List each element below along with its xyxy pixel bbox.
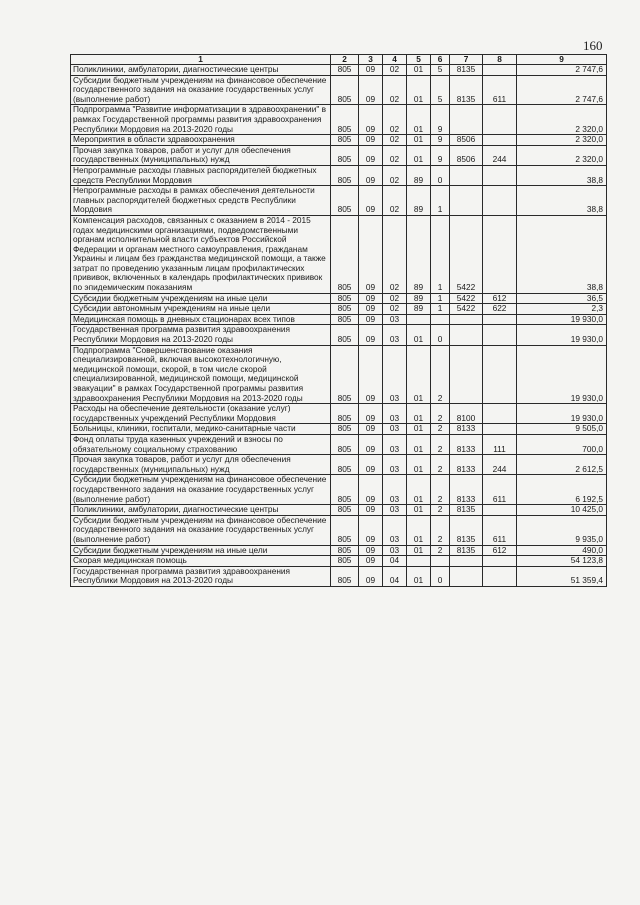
table-row bbox=[71, 165, 607, 185]
ministry-code-cell: 805 bbox=[331, 314, 359, 325]
amount-cell: 36,5 bbox=[517, 293, 607, 304]
expense-type-cell: 611 bbox=[483, 515, 517, 545]
subprogram-code-cell: 2 bbox=[431, 404, 450, 424]
item-name-cell: Поликлиники, амбулатории, диагностические центры bbox=[71, 65, 331, 76]
section-cell: 09 bbox=[359, 145, 383, 165]
section-cell: 09 bbox=[359, 455, 383, 475]
amount-cell: 2 320,0 bbox=[517, 105, 607, 135]
program-code-cell: 01 bbox=[407, 75, 431, 105]
direction-code-cell: 5422 bbox=[450, 304, 483, 315]
expense-type-cell bbox=[483, 345, 517, 404]
program-code-cell: 89 bbox=[407, 293, 431, 304]
subprogram-code-cell: 1 bbox=[431, 215, 450, 293]
subsection-cell: 03 bbox=[383, 455, 407, 475]
section-cell: 09 bbox=[359, 515, 383, 545]
table-header bbox=[71, 55, 607, 65]
table-row bbox=[71, 404, 607, 424]
subprogram-code-cell: 1 bbox=[431, 293, 450, 304]
program-code-cell: 01 bbox=[407, 455, 431, 475]
ministry-code-cell: 805 bbox=[331, 145, 359, 165]
item-name-cell: Субсидии бюджетным учреждениям на иные цели bbox=[71, 545, 331, 556]
header-cell: 7 bbox=[450, 55, 483, 65]
program-code-cell bbox=[407, 556, 431, 567]
subprogram-code-cell: 2 bbox=[431, 515, 450, 545]
expense-type-cell bbox=[483, 314, 517, 325]
direction-code-cell: 8135 bbox=[450, 65, 483, 76]
program-code-cell: 89 bbox=[407, 215, 431, 293]
header-row bbox=[71, 55, 607, 65]
item-name-cell: Подпрограмма "Совершенствование оказания специализированной, включая высокотехнологичную, медицинской помощи, скорой, в том числе скорой специализированной, медицинской помощи, медицинской эвакуации" в рамках Государственной программы развития здравоохранения Республики Мордовия на 2013-2020 годы bbox=[71, 345, 331, 404]
item-name-cell: Фонд оплаты труда казенных учреждений и взносы по обязательному социальному страхованию bbox=[71, 434, 331, 454]
table-body bbox=[71, 65, 607, 587]
header-cell: 5 bbox=[407, 55, 431, 65]
direction-code-cell: 8100 bbox=[450, 404, 483, 424]
table-row bbox=[71, 545, 607, 556]
item-name-cell: Субсидии бюджетным учреждениям на финансовое обеспечение государственного задания на оказание государственных услуг (выполнение работ) bbox=[71, 75, 331, 105]
ministry-code-cell: 805 bbox=[331, 455, 359, 475]
ministry-code-cell: 805 bbox=[331, 424, 359, 435]
subprogram-code-cell: 0 bbox=[431, 165, 450, 185]
section-cell: 09 bbox=[359, 545, 383, 556]
item-name-cell: Субсидии бюджетным учреждениям на финансовое обеспечение государственного задания на оказание государственных услуг (выполнение работ) bbox=[71, 475, 331, 505]
program-code-cell: 89 bbox=[407, 304, 431, 315]
section-cell: 09 bbox=[359, 314, 383, 325]
subsection-cell: 02 bbox=[383, 215, 407, 293]
amount-cell: 2,3 bbox=[517, 304, 607, 315]
expense-type-cell bbox=[483, 105, 517, 135]
table-row bbox=[71, 345, 607, 404]
table-row bbox=[71, 105, 607, 135]
ministry-code-cell: 805 bbox=[331, 545, 359, 556]
table-row bbox=[71, 475, 607, 505]
section-cell: 09 bbox=[359, 505, 383, 516]
subprogram-code-cell: 2 bbox=[431, 424, 450, 435]
item-name-cell: Медицинская помощь в дневных стационарах всех типов bbox=[71, 314, 331, 325]
expense-type-cell: 111 bbox=[483, 434, 517, 454]
direction-code-cell: 8133 bbox=[450, 424, 483, 435]
section-cell: 09 bbox=[359, 215, 383, 293]
program-code-cell: 01 bbox=[407, 404, 431, 424]
direction-code-cell bbox=[450, 105, 483, 135]
expense-type-cell bbox=[483, 65, 517, 76]
header-cell: 8 bbox=[483, 55, 517, 65]
program-code-cell: 01 bbox=[407, 65, 431, 76]
direction-code-cell bbox=[450, 566, 483, 586]
item-name-cell: Субсидии бюджетным учреждениям на иные цели bbox=[71, 293, 331, 304]
subprogram-code-cell bbox=[431, 556, 450, 567]
expense-type-cell bbox=[483, 404, 517, 424]
item-name-cell: Расходы на обеспечение деятельности (оказание услуг) государственных учреждений Республики Мордовия bbox=[71, 404, 331, 424]
amount-cell: 38,8 bbox=[517, 165, 607, 185]
subprogram-code-cell: 5 bbox=[431, 65, 450, 76]
ministry-code-cell: 805 bbox=[331, 325, 359, 345]
section-cell: 09 bbox=[359, 434, 383, 454]
amount-cell: 2 747,6 bbox=[517, 65, 607, 76]
table-row bbox=[71, 304, 607, 315]
ministry-code-cell: 805 bbox=[331, 304, 359, 315]
ministry-code-cell: 805 bbox=[331, 135, 359, 146]
subsection-cell: 03 bbox=[383, 434, 407, 454]
direction-code-cell: 8133 bbox=[450, 475, 483, 505]
subprogram-code-cell: 9 bbox=[431, 145, 450, 165]
amount-cell: 19 930,0 bbox=[517, 345, 607, 404]
amount-cell: 9 935,0 bbox=[517, 515, 607, 545]
subsection-cell: 03 bbox=[383, 325, 407, 345]
page-number: 160 bbox=[583, 38, 603, 53]
subsection-cell: 02 bbox=[383, 65, 407, 76]
direction-code-cell: 8133 bbox=[450, 455, 483, 475]
ministry-code-cell: 805 bbox=[331, 105, 359, 135]
amount-cell: 490,0 bbox=[517, 545, 607, 556]
item-name-cell: Скорая медицинская помощь bbox=[71, 556, 331, 567]
section-cell: 09 bbox=[359, 105, 383, 135]
subprogram-code-cell: 9 bbox=[431, 105, 450, 135]
table-row bbox=[71, 455, 607, 475]
section-cell: 09 bbox=[359, 75, 383, 105]
header-cell: 4 bbox=[383, 55, 407, 65]
item-name-cell: Прочая закупка товаров, работ и услуг для обеспечения государственных (муниципальных) нужд bbox=[71, 455, 331, 475]
program-code-cell: 01 bbox=[407, 545, 431, 556]
amount-cell: 9 505,0 bbox=[517, 424, 607, 435]
program-code-cell: 01 bbox=[407, 475, 431, 505]
subsection-cell: 04 bbox=[383, 566, 407, 586]
table-row bbox=[71, 424, 607, 435]
section-cell: 09 bbox=[359, 186, 383, 216]
expense-type-cell bbox=[483, 566, 517, 586]
expense-type-cell: 244 bbox=[483, 455, 517, 475]
section-cell: 09 bbox=[359, 566, 383, 586]
amount-cell: 38,8 bbox=[517, 215, 607, 293]
header-cell: 2 bbox=[331, 55, 359, 65]
direction-code-cell: 8506 bbox=[450, 135, 483, 146]
expense-type-cell bbox=[483, 215, 517, 293]
amount-cell: 19 930,0 bbox=[517, 325, 607, 345]
amount-cell: 10 425,0 bbox=[517, 505, 607, 516]
subsection-cell: 03 bbox=[383, 314, 407, 325]
section-cell: 09 bbox=[359, 556, 383, 567]
ministry-code-cell: 805 bbox=[331, 404, 359, 424]
subprogram-code-cell: 1 bbox=[431, 304, 450, 315]
table-row bbox=[71, 566, 607, 586]
ministry-code-cell: 805 bbox=[331, 475, 359, 505]
table-row bbox=[71, 556, 607, 567]
table-row bbox=[71, 293, 607, 304]
ministry-code-cell: 805 bbox=[331, 186, 359, 216]
subprogram-code-cell: 9 bbox=[431, 135, 450, 146]
subsection-cell: 04 bbox=[383, 556, 407, 567]
subsection-cell: 03 bbox=[383, 505, 407, 516]
direction-code-cell bbox=[450, 325, 483, 345]
subsection-cell: 02 bbox=[383, 293, 407, 304]
subprogram-code-cell: 2 bbox=[431, 475, 450, 505]
subprogram-code-cell: 2 bbox=[431, 345, 450, 404]
subsection-cell: 02 bbox=[383, 165, 407, 185]
amount-cell: 54 123,8 bbox=[517, 556, 607, 567]
subprogram-code-cell: 0 bbox=[431, 566, 450, 586]
header-cell: 6 bbox=[431, 55, 450, 65]
section-cell: 09 bbox=[359, 304, 383, 315]
section-cell: 09 bbox=[359, 135, 383, 146]
ministry-code-cell: 805 bbox=[331, 505, 359, 516]
amount-cell: 700,0 bbox=[517, 434, 607, 454]
direction-code-cell: 5422 bbox=[450, 293, 483, 304]
subprogram-code-cell: 2 bbox=[431, 455, 450, 475]
section-cell: 09 bbox=[359, 475, 383, 505]
program-code-cell: 89 bbox=[407, 186, 431, 216]
ministry-code-cell: 805 bbox=[331, 65, 359, 76]
expense-type-cell: 612 bbox=[483, 293, 517, 304]
subsection-cell: 03 bbox=[383, 515, 407, 545]
subsection-cell: 03 bbox=[383, 424, 407, 435]
section-cell: 09 bbox=[359, 293, 383, 304]
subsection-cell: 02 bbox=[383, 145, 407, 165]
ministry-code-cell: 805 bbox=[331, 556, 359, 567]
expense-type-cell: 611 bbox=[483, 475, 517, 505]
ministry-code-cell: 805 bbox=[331, 293, 359, 304]
table-row bbox=[71, 314, 607, 325]
program-code-cell: 89 bbox=[407, 165, 431, 185]
item-name-cell: Подпрограмма "Развитие информатизации в здравоохранении" в рамках Государственной программы развития здравоохранения Республики Мордовия на 2013-2020 годы bbox=[71, 105, 331, 135]
table-row bbox=[71, 75, 607, 105]
table-row bbox=[71, 65, 607, 76]
item-name-cell: Государственная программа развития здравоохранения Республики Мордовия на 2013-2020 годы bbox=[71, 566, 331, 586]
subsection-cell: 02 bbox=[383, 75, 407, 105]
item-name-cell: Прочая закупка товаров, работ и услуг для обеспечения государственных (муниципальных) нужд bbox=[71, 145, 331, 165]
table-row bbox=[71, 325, 607, 345]
table-row bbox=[71, 505, 607, 516]
table-row bbox=[71, 215, 607, 293]
item-name-cell: Непрограммные расходы главных распорядителей бюджетных средств Республики Мордовия bbox=[71, 165, 331, 185]
section-cell: 09 bbox=[359, 325, 383, 345]
direction-code-cell bbox=[450, 186, 483, 216]
subsection-cell: 02 bbox=[383, 135, 407, 146]
ministry-code-cell: 805 bbox=[331, 566, 359, 586]
program-code-cell: 01 bbox=[407, 105, 431, 135]
program-code-cell: 01 bbox=[407, 505, 431, 516]
program-code-cell: 01 bbox=[407, 515, 431, 545]
ministry-code-cell: 805 bbox=[331, 165, 359, 185]
section-cell: 09 bbox=[359, 345, 383, 404]
direction-code-cell: 8135 bbox=[450, 505, 483, 516]
item-name-cell: Компенсация расходов, связанных с оказанием в 2014 - 2015 годах медицинскими организациями, подведомственными органам исполнительной власти субъектов Российской Федерации и органам местного самоуправления, гражданам Украины и лицам без гражданства медицинской помощи, а также затрат по проведению указанным лицам профилактических прививок, включенных в календарь профилактических прививок по эпидемическим показаниям bbox=[71, 215, 331, 293]
section-cell: 09 bbox=[359, 404, 383, 424]
subprogram-code-cell: 2 bbox=[431, 545, 450, 556]
header-cell: 9 bbox=[517, 55, 607, 65]
program-code-cell: 01 bbox=[407, 566, 431, 586]
table-row bbox=[71, 434, 607, 454]
subprogram-code-cell: 1 bbox=[431, 186, 450, 216]
expense-type-cell bbox=[483, 424, 517, 435]
table-row bbox=[71, 135, 607, 146]
direction-code-cell: 5422 bbox=[450, 215, 483, 293]
expense-type-cell: 244 bbox=[483, 145, 517, 165]
program-code-cell: 01 bbox=[407, 424, 431, 435]
subsection-cell: 03 bbox=[383, 345, 407, 404]
table-row bbox=[71, 186, 607, 216]
expense-type-cell: 622 bbox=[483, 304, 517, 315]
direction-code-cell: 8133 bbox=[450, 434, 483, 454]
ministry-code-cell: 805 bbox=[331, 215, 359, 293]
expense-type-cell bbox=[483, 165, 517, 185]
amount-cell: 19 930,0 bbox=[517, 404, 607, 424]
amount-cell: 2 747,6 bbox=[517, 75, 607, 105]
amount-cell: 2 612,5 bbox=[517, 455, 607, 475]
direction-code-cell bbox=[450, 345, 483, 404]
item-name-cell: Субсидии автономным учреждениям на иные цели bbox=[71, 304, 331, 315]
amount-cell: 19 930,0 bbox=[517, 314, 607, 325]
expense-type-cell bbox=[483, 505, 517, 516]
ministry-code-cell: 805 bbox=[331, 434, 359, 454]
ministry-code-cell: 805 bbox=[331, 515, 359, 545]
amount-cell: 51 359,4 bbox=[517, 566, 607, 586]
amount-cell: 2 320,0 bbox=[517, 135, 607, 146]
program-code-cell: 01 bbox=[407, 145, 431, 165]
item-name-cell: Больницы, клиники, госпитали, медико-санитарные части bbox=[71, 424, 331, 435]
subprogram-code-cell: 0 bbox=[431, 325, 450, 345]
amount-cell: 2 320,0 bbox=[517, 145, 607, 165]
header-cell: 1 bbox=[71, 55, 331, 65]
program-code-cell: 01 bbox=[407, 135, 431, 146]
item-name-cell: Мероприятия в области здравоохранения bbox=[71, 135, 331, 146]
section-cell: 09 bbox=[359, 165, 383, 185]
subprogram-code-cell bbox=[431, 314, 450, 325]
amount-cell: 38,8 bbox=[517, 186, 607, 216]
subprogram-code-cell: 5 bbox=[431, 75, 450, 105]
subsection-cell: 02 bbox=[383, 186, 407, 216]
amount-cell: 6 192,5 bbox=[517, 475, 607, 505]
direction-code-cell: 8135 bbox=[450, 75, 483, 105]
expense-type-cell bbox=[483, 556, 517, 567]
item-name-cell: Государственная программа развития здравоохранения Республики Мордовия на 2013-2020 годы bbox=[71, 325, 331, 345]
subsection-cell: 02 bbox=[383, 105, 407, 135]
item-name-cell: Непрограммные расходы в рамках обеспечения деятельности главных распорядителей бюджетных средств Республики Мордовия bbox=[71, 186, 331, 216]
section-cell: 09 bbox=[359, 424, 383, 435]
direction-code-cell: 8135 bbox=[450, 545, 483, 556]
program-code-cell: 01 bbox=[407, 434, 431, 454]
program-code-cell: 01 bbox=[407, 325, 431, 345]
direction-code-cell bbox=[450, 314, 483, 325]
expense-type-cell bbox=[483, 325, 517, 345]
subprogram-code-cell: 2 bbox=[431, 434, 450, 454]
program-code-cell: 01 bbox=[407, 345, 431, 404]
expense-type-cell: 611 bbox=[483, 75, 517, 105]
section-cell: 09 bbox=[359, 65, 383, 76]
expense-type-cell: 612 bbox=[483, 545, 517, 556]
expense-type-cell bbox=[483, 135, 517, 146]
table-row bbox=[71, 145, 607, 165]
subsection-cell: 03 bbox=[383, 475, 407, 505]
expense-type-cell bbox=[483, 186, 517, 216]
subsection-cell: 03 bbox=[383, 545, 407, 556]
direction-code-cell bbox=[450, 556, 483, 567]
direction-code-cell: 8506 bbox=[450, 145, 483, 165]
direction-code-cell bbox=[450, 165, 483, 185]
table-row bbox=[71, 515, 607, 545]
subsection-cell: 03 bbox=[383, 404, 407, 424]
item-name-cell: Субсидии бюджетным учреждениям на финансовое обеспечение государственного задания на оказание государственных услуг (выполнение работ) bbox=[71, 515, 331, 545]
header-cell: 3 bbox=[359, 55, 383, 65]
ministry-code-cell: 805 bbox=[331, 345, 359, 404]
program-code-cell bbox=[407, 314, 431, 325]
direction-code-cell: 8135 bbox=[450, 515, 483, 545]
subprogram-code-cell: 2 bbox=[431, 505, 450, 516]
item-name-cell: Поликлиники, амбулатории, диагностические центры bbox=[71, 505, 331, 516]
ministry-code-cell: 805 bbox=[331, 75, 359, 105]
budget-table bbox=[70, 54, 607, 587]
subsection-cell: 02 bbox=[383, 304, 407, 315]
